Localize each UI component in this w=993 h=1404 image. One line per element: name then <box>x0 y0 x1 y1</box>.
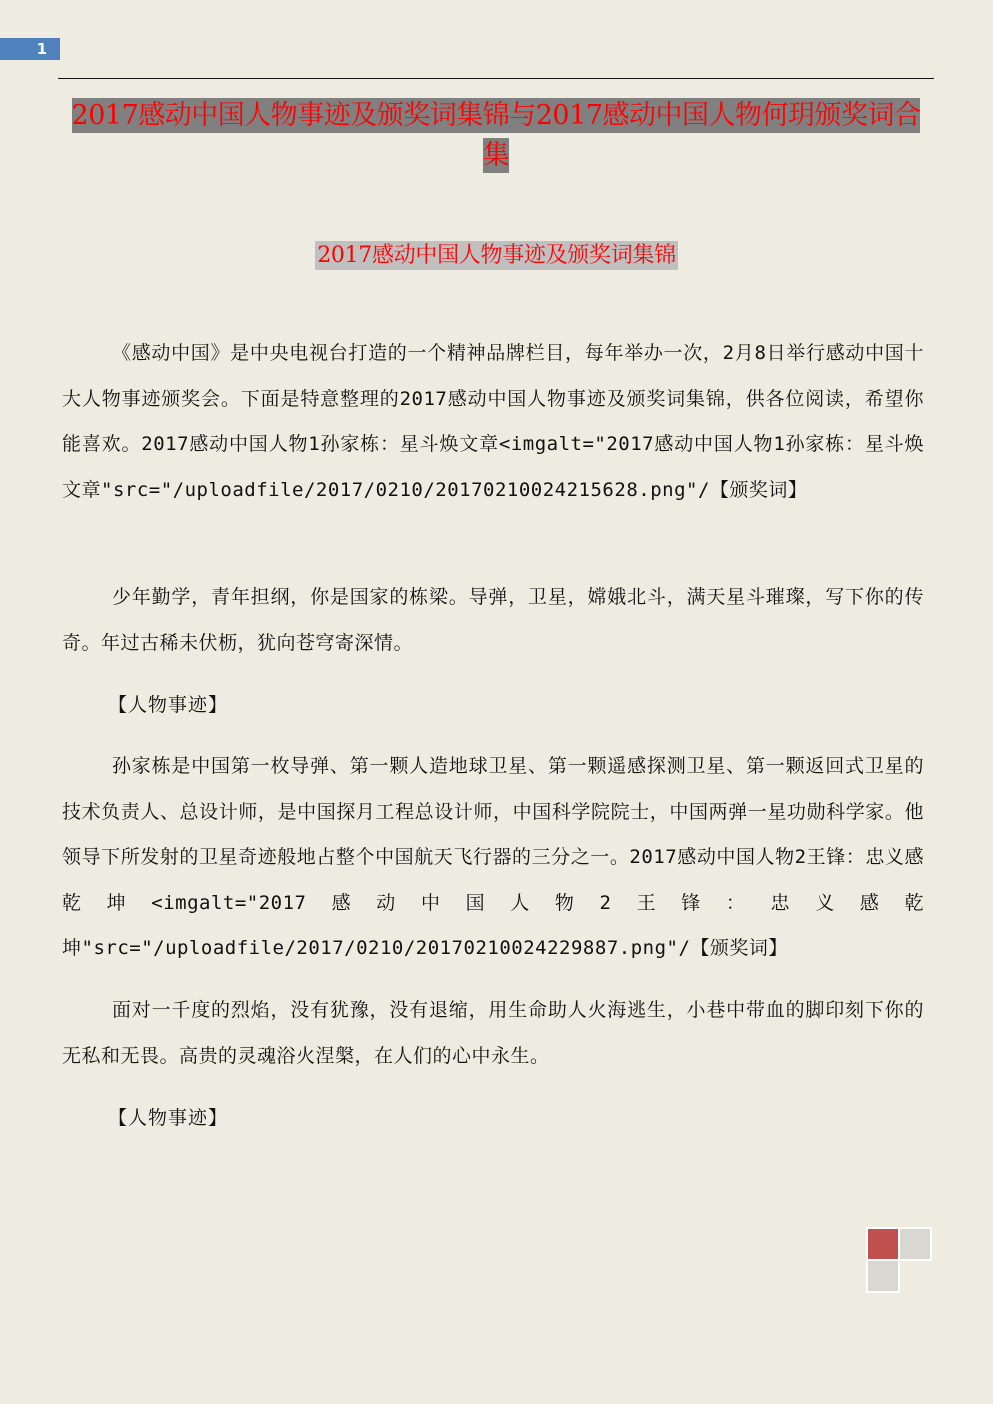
deco-square-gray <box>866 1259 900 1293</box>
section-label-deeds-2: 【人物事迹】 <box>108 1107 229 1129</box>
section-subtitle <box>0 240 993 272</box>
page-number: 1 <box>36 40 47 58</box>
decorative-squares <box>866 1227 934 1295</box>
paragraph-intro: 《感动中国》是中央电视台打造的一个精神品牌栏目，每年举办一次，2月8日举行感动中国十大人物事迹颁奖会。下面是特意整理的2017感动中国人物事迹及颁奖词集锦，供各位阅读，希望你能喜欢。2017感动中国人物1孙家栋：星斗焕文章<imgalt="2017感动中国人物1孙家栋：星斗焕文章"src="/uploadfile/2017/0210/20170210024215628.png"/【颁奖词】 <box>62 342 924 501</box>
deco-square-gray <box>898 1227 932 1261</box>
section-subtitle-text: 2017感动中国人物事迹及颁奖词集锦 <box>317 243 676 268</box>
paragraph-award-speech-1: 少年勤学，青年担纲，你是国家的栋梁。导弹，卫星，嫦娥北斗，满天星斗璀璨，写下你的传奇。年过古稀未伏枥，犹向苍穹寄深情。 <box>62 586 924 654</box>
paragraph-award-speech-2: 面对一千度的烈焰，没有犹豫，没有退缩，用生命助人火海逃生，小巷中带血的脚印刻下你的无私和无畏。高贵的灵魂浴火涅槃，在人们的心中永生。 <box>62 999 924 1067</box>
section-label-deeds-1: 【人物事迹】 <box>108 694 229 716</box>
document-title-text: 2017感动中国人物事迹及颁奖词集锦与2017感动中国人物何玥颁奖词合集 <box>71 100 921 171</box>
page-number-tab <box>0 38 60 60</box>
deco-square-red <box>866 1227 900 1261</box>
paragraph-deeds-1: 孙家栋是中国第一枚导弹、第一颗人造地球卫星、第一颗遥感探测卫星、第一颗返回式卫星的技术负责人、总设计师，是中国探月工程总设计师，中国科学院院士，中国两弹一星功勋科学家。他领导下所发射的卫星奇迹般地占整个中国航天飞行器的三分之一。2017感动中国人物2王锋：忠义感乾坤<imgalt="2017感动中国人物2王锋：忠义感乾坤"src="/uploadfile/2017/0210/20170210024229887.png"/【颁奖词】 <box>62 755 924 960</box>
document-title <box>60 96 932 176</box>
header-divider <box>58 78 934 79</box>
